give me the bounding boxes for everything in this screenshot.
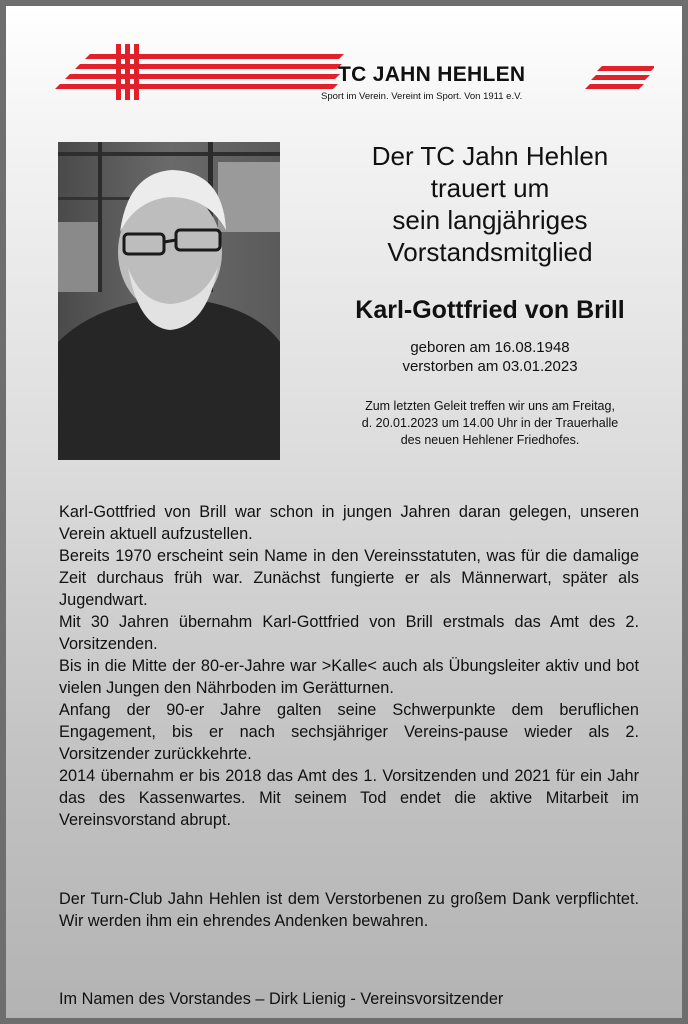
biography-paragraph: Mit 30 Jahren übernahm Karl-Gottfried von Brill erstmals das Amt des 2. Vorsitzenden. xyxy=(59,613,639,653)
headline-line-4: Vorstandsmitglied xyxy=(387,237,593,267)
funeral-notice xyxy=(302,398,678,449)
biography-paragraph: Karl-Gottfried von Brill war schon in jungen Jahren daran gelegen, unseren Verein aktuell aufzustellen. xyxy=(59,503,639,543)
life-dates xyxy=(302,338,678,376)
death-date: verstorben am 03.01.2023 xyxy=(402,358,578,375)
funeral-line-1: Zum letzten Geleit treffen wir uns am Freitag, xyxy=(365,399,615,413)
signature-line: Im Namen des Vorstandes – Dirk Lienig - Vereinsvorsitzender xyxy=(59,990,504,1008)
headline-line-2: trauert um xyxy=(430,173,550,203)
biography-paragraph: Bis in die Mitte der 80-er-Jahre war >Kalle< auch als Übungsleiter aktiv und bot vielen Jungen den Nährboden im Gerätturnen. xyxy=(59,657,639,697)
portrait-photo xyxy=(58,142,280,460)
closing-paragraph: Der Turn-Club Jahn Hehlen ist dem Verstorbenen zu großem Dank verpflichtet. Wir werden ihm ein ehrendes Andenken bewahren. xyxy=(59,890,639,930)
biography-paragraph: Bereits 1970 erscheint sein Name in den Vereinsstatuten, was für die damalige Zeit durchaus früh war. Zunächst fungierte er als Männerwart, später als Jugendwart. xyxy=(59,547,639,609)
funeral-line-3: des neuen Hehlener Friedhofes. xyxy=(400,433,580,447)
biography xyxy=(59,501,639,831)
funeral-line-2: d. 20.01.2023 um 14.00 Uhr in der Trauerhalle xyxy=(361,416,619,430)
birth-date: geboren am 16.08.1948 xyxy=(410,339,570,356)
headline xyxy=(302,140,678,268)
club-name: TC JAHN HEHLEN xyxy=(338,63,526,86)
deceased-name: Karl-Gottfried von Brill xyxy=(355,296,625,324)
club-slogan: Sport im Verein. Vereint im Sport. Von 1911 e.V. xyxy=(321,91,523,102)
biography-paragraph: Anfang der 90-er Jahre galten seine Schwerpunkte dem beruflichen Engagement, bis er nach sechsjähriger Vereins-pause wieder als 2. Vorsitzender zurückkehrte. xyxy=(59,701,639,763)
biography-paragraph: 2014 übernahm er bis 2018 das Amt des 1. Vorsitzenden und 2021 für ein Jahr das des Kassenwartes. Mit seinem Tod endet die aktive Mitarbeit im Vereinsvorstand abrupt. xyxy=(59,767,639,829)
headline-line-1: Der TC Jahn Hehlen xyxy=(371,141,609,171)
headline-line-3: sein langjähriges xyxy=(392,205,588,235)
